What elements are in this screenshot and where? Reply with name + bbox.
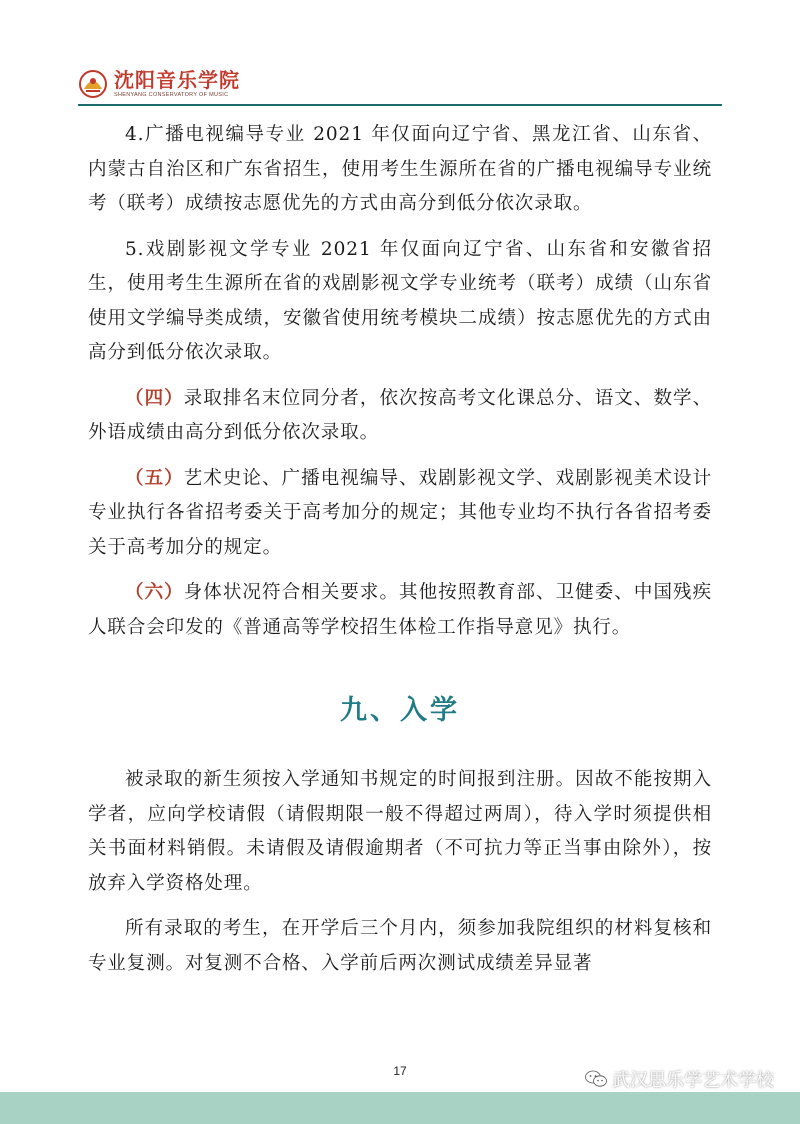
paragraph xyxy=(88,118,712,222)
paragraph-text: 5.戏剧影视文学专业 2021 年仅面向辽宁省、山东省和安徽省招生，使用考生生源所在省的戏剧影视文学专业统考（联考）成绩（山东省使用文学编导类成绩，安徽省使用统考模块二成绩）按志愿优先的方式由高分到低分依次录取。 xyxy=(88,238,712,363)
paragraph-text: 录取排名末位同分者，依次按高考文化课总分、语文、数学、外语成绩由高分到低分依次录取。 xyxy=(88,387,712,443)
logo-emblem xyxy=(78,69,108,99)
paragraph-text: 4.广播电视编导专业 2021 年仅面向辽宁省、黑龙江省、山东省、内蒙古自治区和广东省招生，使用考生生源所在省的广播电视编导专业统考（联考）成绩按志愿优先的方式由高分到低分依次录取。 xyxy=(88,124,712,214)
logo-english-name: SHENYANG CONSERVATORY OF MUSIC xyxy=(114,91,229,98)
watermark xyxy=(585,1066,774,1092)
logo-text xyxy=(114,67,240,99)
item-marker: （四） xyxy=(125,387,184,409)
paragraph-text: 艺术史论、广播电视编导、戏剧影视文学、戏剧影视美术设计专业执行各省招考委关于高考加分的规定；其他专业均不执行各省招考委关于高考加分的规定。 xyxy=(88,467,712,558)
paragraph xyxy=(88,233,712,371)
paragraph xyxy=(88,576,712,645)
item-marker: （五） xyxy=(125,467,184,489)
page-body xyxy=(88,118,712,981)
logo-chinese-name: 沈阳音乐学院 xyxy=(114,67,240,92)
paragraph xyxy=(88,763,712,901)
paragraph xyxy=(88,912,712,981)
section-title: 九、入学 xyxy=(340,695,460,726)
footer-band xyxy=(0,1092,800,1124)
wechat-icon xyxy=(585,1070,607,1088)
page-number: 17 xyxy=(393,1064,407,1078)
page-header xyxy=(78,64,240,104)
paragraph-text: 身体状况符合相关要求。其他按照教育部、卫健委、中国残疾人联合会印发的《普通高等学校招生体检工作指导意见》执行。 xyxy=(88,582,712,638)
paragraph-text: 所有录取的考生，在开学后三个月内，须参加我院组织的材料复核和专业复测。对复测不合格、入学前后两次测试成绩差异显著 xyxy=(88,918,712,974)
paragraph-text: 被录取的新生须按入学通知书规定的时间报到注册。因故不能按期入学者，应向学校请假（请假期限一般不得超过两周），待入学时须提供相关书面材料销假。未请假及请假逾期者（不可抗力等正当事由除外），按放弃入学资格处理。 xyxy=(88,769,712,894)
paragraph xyxy=(88,382,712,451)
item-marker: （六） xyxy=(125,582,184,603)
header-divider xyxy=(78,104,722,106)
watermark-text: 武汉思乐学艺术学校 xyxy=(612,1070,774,1091)
paragraph xyxy=(88,462,712,566)
